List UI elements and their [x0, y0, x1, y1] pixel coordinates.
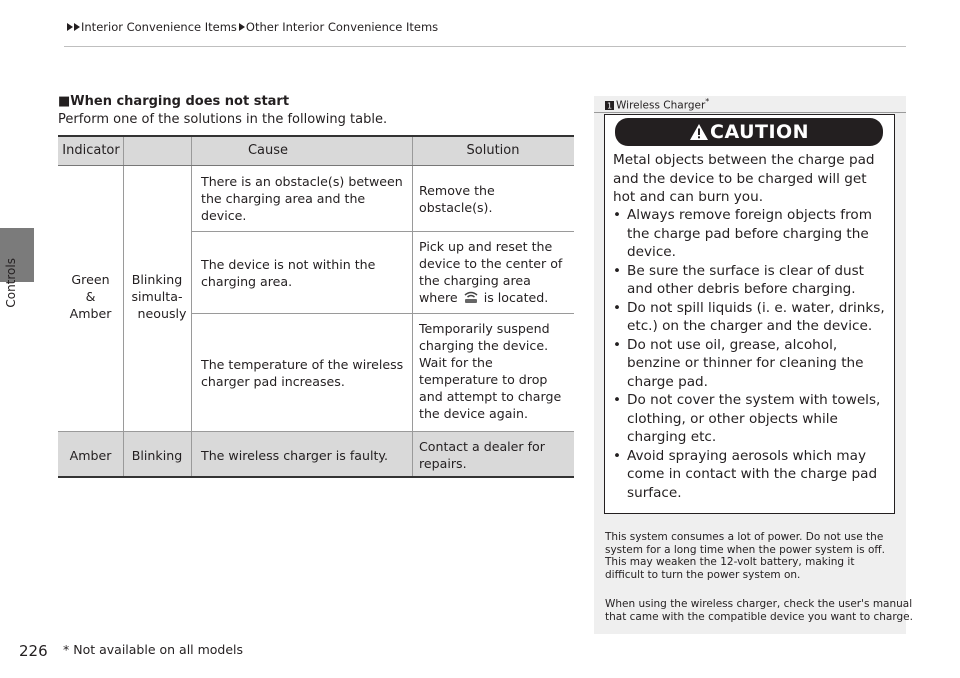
header-solution: Solution: [466, 143, 520, 158]
cause-line: charging area.: [201, 274, 293, 289]
indicator-line: Green: [71, 272, 110, 287]
breadcrumb-arrow-icon: [67, 23, 73, 31]
cause-line: device.: [201, 208, 247, 223]
header-divider: [412, 137, 413, 165]
svg-text:1: 1: [606, 101, 613, 110]
note-line: system for a long time when the power system is off.: [605, 543, 885, 556]
table-bottom-rule: [58, 476, 574, 478]
solution-line: Wait for the: [419, 355, 493, 370]
note-line: When using the wireless charger, check the user's manual: [605, 598, 913, 610]
manual-note: [605, 598, 913, 623]
solution-line: the device again.: [419, 406, 528, 421]
header-divider: [64, 46, 906, 47]
cause-cell: [201, 256, 406, 290]
row-divider: [191, 231, 574, 232]
section-title: ■When charging does not start: [58, 94, 290, 109]
solution-cell: [419, 238, 569, 306]
note-line: that came with the compatible device you want to charge.: [605, 610, 913, 623]
cause-line: The device is not within the: [201, 257, 376, 272]
caution-bullet: • Avoid spraying aerosols which may come in contact with the charge pad surface.: [613, 447, 891, 503]
solution-line: Contact a dealer for: [419, 439, 545, 454]
solution-line: obstacle(s).: [419, 200, 493, 215]
state-line: simulta-: [131, 289, 183, 304]
warning-triangle-icon: [690, 124, 708, 140]
section-intro: Perform one of the solutions in the following table.: [58, 112, 388, 127]
breadcrumb-item[interactable]: Interior Convenience Items: [81, 20, 237, 34]
caution-bullet: • Do not cover the system with towels, clothing, or other objects while charging etc.: [613, 391, 891, 447]
footnote-mark: *: [705, 97, 710, 106]
solution-cell: [419, 320, 569, 422]
caution-bullet: • Do not use oil, grease, alcohol, benzine or thinner for cleaning the charge pad.: [613, 336, 891, 392]
cause-cell: [201, 173, 406, 224]
caution-bullet-list: [613, 206, 891, 502]
solution-line: repairs.: [419, 456, 467, 471]
state-line: neously: [137, 306, 187, 321]
state-blinking: Blinking: [131, 448, 183, 463]
note-line: difficult to turn the power system on.: [605, 568, 801, 581]
breadcrumb-arrow-icon: [239, 23, 245, 31]
cause-line: There is an obstacle(s) between: [201, 174, 403, 189]
solution-line: Temporarily suspend: [419, 321, 550, 336]
state-line: Blinking: [131, 272, 183, 287]
caution-bullet: • Be sure the surface is clear of dust and other debris before charging.: [613, 262, 891, 299]
breadcrumb: [67, 20, 438, 34]
page-number: 226: [19, 642, 48, 660]
panel-title: [605, 97, 709, 112]
indicator-line: &: [85, 289, 96, 304]
solution-line: Remove the: [419, 183, 495, 198]
breadcrumb-arrow-icon: [74, 23, 80, 31]
solution-cell: [419, 438, 569, 472]
solution-line: the charging area: [419, 273, 531, 288]
footnote: * Not available on all models: [63, 642, 244, 657]
indicator-green-amber: [58, 271, 123, 322]
solution-line: charging the device.: [419, 338, 549, 353]
cause-line: charger pad increases.: [201, 374, 345, 389]
caution-bullet: • Always remove foreign objects from the charge pad before charging the device.: [613, 206, 891, 262]
header-divider: [123, 137, 124, 165]
solution-text: where: [419, 290, 462, 305]
solution-line: temperature to drop: [419, 372, 548, 387]
breadcrumb-item[interactable]: Other Interior Convenience Items: [245, 20, 439, 34]
solution-text: is located.: [479, 290, 549, 305]
row-divider: [58, 431, 574, 432]
header-divider: [191, 137, 192, 165]
column-divider: [191, 166, 192, 476]
solution-line: device to the center of: [419, 256, 563, 271]
cause-line: the charging area and the: [201, 191, 366, 206]
note-line: This may weaken the 12-volt battery, making it: [605, 556, 855, 568]
column-divider: [123, 166, 124, 476]
cause-cell: The wireless charger is faulty.: [201, 448, 389, 463]
caution-bullet: • Do not spill liquids (i. e. water, drinks, etc.) on the charger and the device.: [613, 299, 891, 336]
power-note: [605, 531, 885, 581]
indicator-line: Amber: [69, 306, 112, 321]
cause-line: The temperature of the wireless: [201, 357, 404, 372]
column-divider: [412, 166, 413, 476]
caution-lead-text: Metal objects between the charge pad and the device to be charged will get hot and can burn you.: [613, 152, 875, 205]
chapter-label: Controls: [4, 258, 18, 308]
solution-line: Pick up and reset the: [419, 239, 553, 254]
indicator-amber: Amber: [69, 448, 112, 463]
panel-title-text[interactable]: Wireless Charger: [616, 99, 706, 112]
wireless-charger-symbol-icon: [462, 290, 480, 305]
note-line: This system consumes a lot of power. Do not use the: [605, 531, 884, 543]
caution-label: CAUTION: [710, 121, 810, 143]
row-divider: [191, 313, 574, 314]
solution-cell: [419, 182, 569, 216]
cause-cell: [201, 356, 406, 390]
panel-title-rule: [594, 112, 906, 113]
state-blinking-simultaneously: [126, 271, 188, 322]
header-cause: Cause: [247, 143, 289, 158]
header-indicator: Indicator: [62, 143, 120, 158]
table-header-row: [58, 137, 574, 166]
solution-line: and attempt to charge: [419, 389, 562, 404]
solution-line: [419, 289, 569, 306]
caution-banner: [615, 118, 883, 146]
reference-marker-icon: [605, 101, 614, 110]
